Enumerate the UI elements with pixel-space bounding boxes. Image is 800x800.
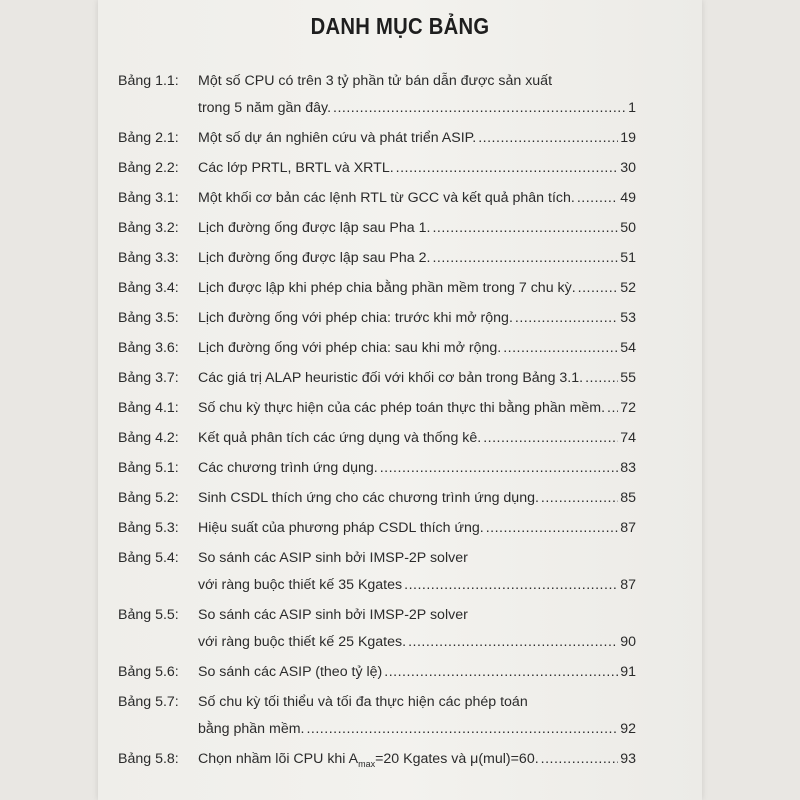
entry-title-continued: với ràng buộc thiết kế 25 Kgates. <box>198 634 407 650</box>
entry-page: 51 <box>620 250 636 266</box>
entry-page: 87 <box>620 577 636 593</box>
entry-page: 93 <box>620 751 636 767</box>
dot-leader <box>380 455 618 482</box>
table-entry <box>118 185 636 212</box>
entry-number: Bảng 3.6: <box>118 340 179 356</box>
table-entry <box>118 68 636 122</box>
dot-leader <box>384 659 618 686</box>
entry-title: Lịch đường ống với phép chia: trước khi mở rộng. <box>198 310 513 326</box>
entry-title: Số chu kỳ thực hiện của các phép toán thực thi bằng phần mềm. <box>198 400 606 416</box>
entry-number: Bảng 3.2: <box>118 220 179 236</box>
dot-leader <box>483 425 618 452</box>
entry-title-continued: với ràng buộc thiết kế 35 Kgates <box>198 577 403 593</box>
dot-leader <box>478 125 618 152</box>
entry-title: Số chu kỳ tối thiểu và tối đa thực hiện các phép toán <box>198 694 528 710</box>
subscript-max: max <box>358 758 376 769</box>
table-list <box>118 68 636 773</box>
entry-title: Các giá trị ALAP heuristic đối với khối cơ bản trong Bảng 3.1. <box>198 370 584 386</box>
table-entry <box>118 602 636 656</box>
entry-title: Một khối cơ bản các lệnh RTL từ GCC và kết quả phân tích. <box>198 190 575 206</box>
table-entry <box>118 125 636 152</box>
table-entry <box>118 485 636 512</box>
entry-number: Bảng 5.7: <box>118 694 179 710</box>
dot-leader <box>585 365 618 392</box>
entry-number: Bảng 3.1: <box>118 190 179 206</box>
dot-leader <box>577 185 618 212</box>
entry-number: Bảng 2.1: <box>118 130 179 146</box>
entry-title: Sinh CSDL thích ứng cho các chương trình ứng dụng. <box>198 490 539 506</box>
entry-page: 54 <box>620 340 636 356</box>
table-entry <box>118 425 636 452</box>
entry-page: 92 <box>620 721 636 737</box>
table-entry <box>118 689 636 743</box>
table-entry <box>118 515 636 542</box>
entry-number: Bảng 5.6: <box>118 664 179 680</box>
entry-number: Bảng 5.2: <box>118 490 179 506</box>
entry-page: 91 <box>620 664 636 680</box>
entry-title: Chọn nhầm lõi CPU khi $A_{max}=20$ Kgates và μ(mul)=60. <box>198 751 539 769</box>
entry-title: Hiệu suất của phương pháp CSDL thích ứng. <box>198 520 484 536</box>
entry-page: 74 <box>620 430 636 446</box>
entry-page: 87 <box>620 520 636 536</box>
entry-number: Bảng 3.5: <box>118 310 179 326</box>
entry-page: 83 <box>620 460 636 476</box>
dot-leader <box>607 395 618 422</box>
entry-number: Bảng 3.4: <box>118 280 179 296</box>
entry-title: Lịch được lập khi phép chia bằng phần mềm trong 7 chu kỳ. <box>198 280 576 296</box>
entry-title: Lịch đường ống với phép chia: sau khi mở rộng. <box>198 340 502 356</box>
entry-page: 55 <box>620 370 636 386</box>
entry-title: So sánh các ASIP (theo tỷ lệ) <box>198 664 383 680</box>
dot-leader <box>408 629 618 656</box>
entry-page: 1 <box>628 100 636 116</box>
entry-title: Một số dự án nghiên cứu và phát triển ASIP. <box>198 130 477 146</box>
table-entry <box>118 275 636 302</box>
entry-number: Bảng 5.5: <box>118 607 179 623</box>
entry-title: So sánh các ASIP sinh bởi IMSP-2P solver <box>198 607 468 623</box>
entry-number: Bảng 4.2: <box>118 430 179 446</box>
entry-number: Bảng 2.2: <box>118 160 179 176</box>
dot-leader <box>404 572 618 599</box>
entry-title: So sánh các ASIP sinh bởi IMSP-2P solver <box>198 550 468 566</box>
entry-title: Một số CPU có trên 3 tỷ phần tử bán dẫn được sản xuất <box>198 73 553 89</box>
dot-leader <box>503 335 618 362</box>
book-page <box>98 0 702 800</box>
entry-title: Các lớp PRTL, BRTL và XRTL. <box>198 160 394 176</box>
entry-page: 19 <box>620 130 636 146</box>
entry-title: Lịch đường ống được lập sau Pha 2. <box>198 250 431 266</box>
dot-leader <box>515 305 618 332</box>
dot-leader <box>333 95 626 122</box>
entry-number: Bảng 3.3: <box>118 250 179 266</box>
dot-leader <box>432 245 618 272</box>
table-entry <box>118 455 636 482</box>
entry-title: Các chương trình ứng dụng. <box>198 460 378 476</box>
entry-page: 53 <box>620 310 636 326</box>
dot-leader <box>578 275 619 302</box>
dot-leader <box>396 155 619 182</box>
table-entry <box>118 746 636 773</box>
dot-leader <box>541 485 618 512</box>
entry-number: Bảng 5.8: <box>118 751 179 767</box>
table-entry <box>118 155 636 182</box>
table-entry <box>118 659 636 686</box>
table-entry <box>118 545 636 599</box>
entry-number: Bảng 5.1: <box>118 460 179 476</box>
table-entry <box>118 215 636 242</box>
table-entry <box>118 305 636 332</box>
table-entry <box>118 365 636 392</box>
entry-number: Bảng 3.7: <box>118 370 179 386</box>
dot-leader <box>432 215 618 242</box>
table-entry <box>118 335 636 362</box>
entry-title-continued: bằng phần mềm. <box>198 721 305 737</box>
dot-leader <box>541 746 619 773</box>
entry-number: Bảng 4.1: <box>118 400 179 416</box>
dot-leader <box>306 716 618 743</box>
entry-page: 30 <box>620 160 636 176</box>
table-entry <box>118 395 636 422</box>
entry-number: Bảng 5.3: <box>118 520 179 536</box>
dot-leader <box>486 515 619 542</box>
entry-page: 85 <box>620 490 636 506</box>
page-title: DANH MỤC BẢNG <box>310 13 490 39</box>
entry-title: Lịch đường ống được lập sau Pha 1. <box>198 220 431 236</box>
entry-title-continued: trong 5 năm gần đây. <box>198 100 332 116</box>
table-entry <box>118 245 636 272</box>
entry-page: 49 <box>620 190 636 206</box>
entry-page: 90 <box>620 634 636 650</box>
entry-number: Bảng 1.1: <box>118 73 179 89</box>
entry-page: 52 <box>620 280 636 296</box>
entry-page: 72 <box>620 400 636 416</box>
entry-title: Kết quả phân tích các ứng dụng và thống kê. <box>198 430 482 446</box>
entry-page: 50 <box>620 220 636 236</box>
entry-number: Bảng 5.4: <box>118 550 179 566</box>
